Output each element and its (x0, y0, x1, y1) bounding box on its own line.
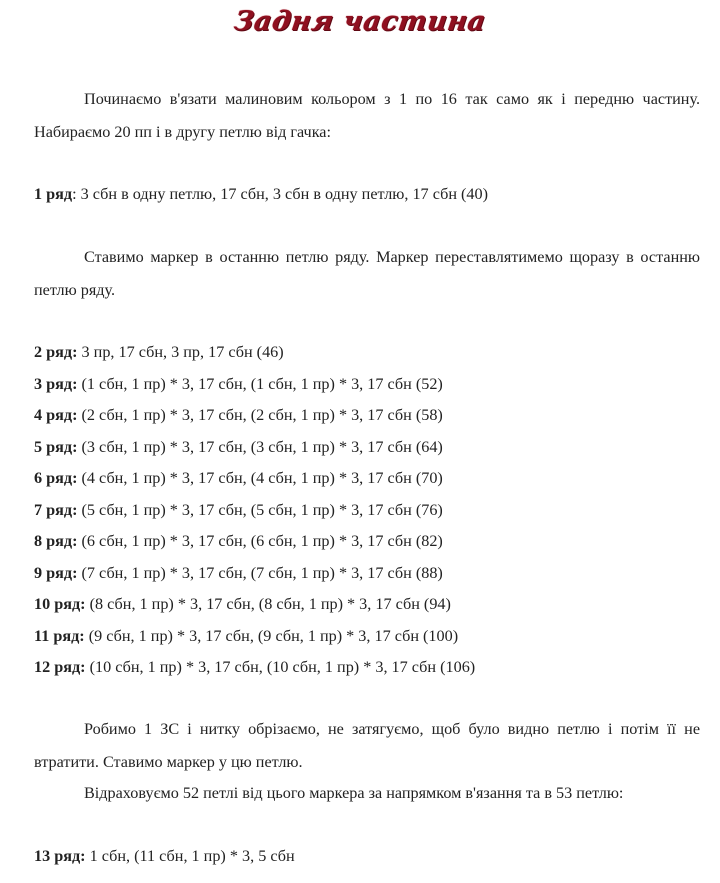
row-6 (34, 468, 714, 488)
row-label: 5 ряд: (34, 437, 78, 456)
row-text: (8 сбн, 1 пр) * 3, 17 сбн, (8 сбн, 1 пр) * 3, 17 сбн (94) (85, 595, 451, 613)
row-5 (34, 437, 714, 457)
row-text: (5 сбн, 1 пр) * 3, 17 сбн, (5 сбн, 1 пр) * 3, 17 сбн (76) (77, 500, 443, 519)
row-text: 3 пр, 17 сбн, 3 пр, 17 сбн (46) (77, 343, 284, 361)
row-1-colon: : (72, 185, 77, 203)
row-text: (6 сбн, 1 пр) * 3, 17 сбн, (6 сбн, 1 пр) * 3, 17 сбн (82) (77, 532, 443, 550)
marker-paragraph: Ставимо маркер в останню петлю ряду. Маркер переставлятимемо щоразу в останню петлю ряду. (34, 248, 700, 299)
count-paragraph: Відраховуємо 52 петлі від цього маркера за напрямком в'язання та в 53 петлю: (84, 784, 624, 802)
row-13-label: 13 ряд: (34, 847, 86, 865)
row-text: (3 сбн, 1 пр) * 3, 17 сбн, (3 сбн, 1 пр) * 3, 17 сбн (64) (77, 437, 443, 456)
row-7 (34, 500, 714, 520)
row-label: 8 ряд: (34, 532, 78, 550)
row-text: (4 сбн, 1 пр) * 3, 17 сбн, (4 сбн, 1 пр) * 3, 17 сбн (70) (77, 469, 443, 487)
row-label: 9 ряд: (34, 563, 78, 582)
row-13-text: 1 сбн, (11 сбн, 1 пр) * 3, 5 сбн (85, 847, 295, 865)
row-12 (34, 657, 714, 677)
intro-paragraph: Починаємо в'язати малиновим кольором з 1 по 16 так само як і передню частину. Набираємо 20 пп і в другу петлю від гачка: (34, 90, 700, 141)
row-label: 10 ряд: (34, 595, 86, 613)
row-text: (1 сбн, 1 пр) * 3, 17 сбн, (1 сбн, 1 пр) * 3, 17 сбн (52) (77, 374, 443, 393)
row-label: 4 ряд: (34, 406, 78, 424)
row-text: (9 сбн, 1 пр) * 3, 17 сбн, (9 сбн, 1 пр) * 3, 17 сбн (100) (84, 626, 459, 645)
row-label: 11 ряд: (34, 626, 85, 645)
row-13 (34, 846, 714, 866)
finish-paragraph: Робимо 1 ЗС і нитку обрізаємо, не затягуємо, щоб було видно петлю і потім її не втратити. Ставимо маркер у цю петлю. (34, 720, 700, 771)
row-1-label: 1 ряд (34, 185, 73, 203)
row-label: 7 ряд: (34, 500, 78, 519)
row-9 (34, 563, 714, 583)
row-8 (34, 531, 714, 551)
row-3 (34, 374, 714, 394)
row-2 (34, 342, 714, 362)
page-title: Задня частина (232, 6, 488, 37)
row-1-text: 3 сбн в одну петлю, 17 сбн, 3 сбн в одну петлю, 17 сбн (40) (76, 185, 488, 203)
row-4 (34, 405, 714, 425)
row-label: 12 ряд: (34, 658, 86, 676)
row-label: 3 ряд: (34, 374, 78, 393)
row-label: 6 ряд: (34, 469, 78, 487)
row-text: (7 сбн, 1 пр) * 3, 17 сбн, (7 сбн, 1 пр) * 3, 17 сбн (88) (77, 563, 443, 582)
row-text: (10 сбн, 1 пр) * 3, 17 сбн, (10 сбн, 1 пр) * 3, 17 сбн (106) (85, 658, 476, 676)
row-10 (34, 594, 714, 614)
row-1 (34, 184, 714, 204)
row-text: (2 сбн, 1 пр) * 3, 17 сбн, (2 сбн, 1 пр) * 3, 17 сбн (58) (77, 406, 443, 424)
row-label: 2 ряд: (34, 343, 78, 361)
row-11 (34, 626, 714, 646)
